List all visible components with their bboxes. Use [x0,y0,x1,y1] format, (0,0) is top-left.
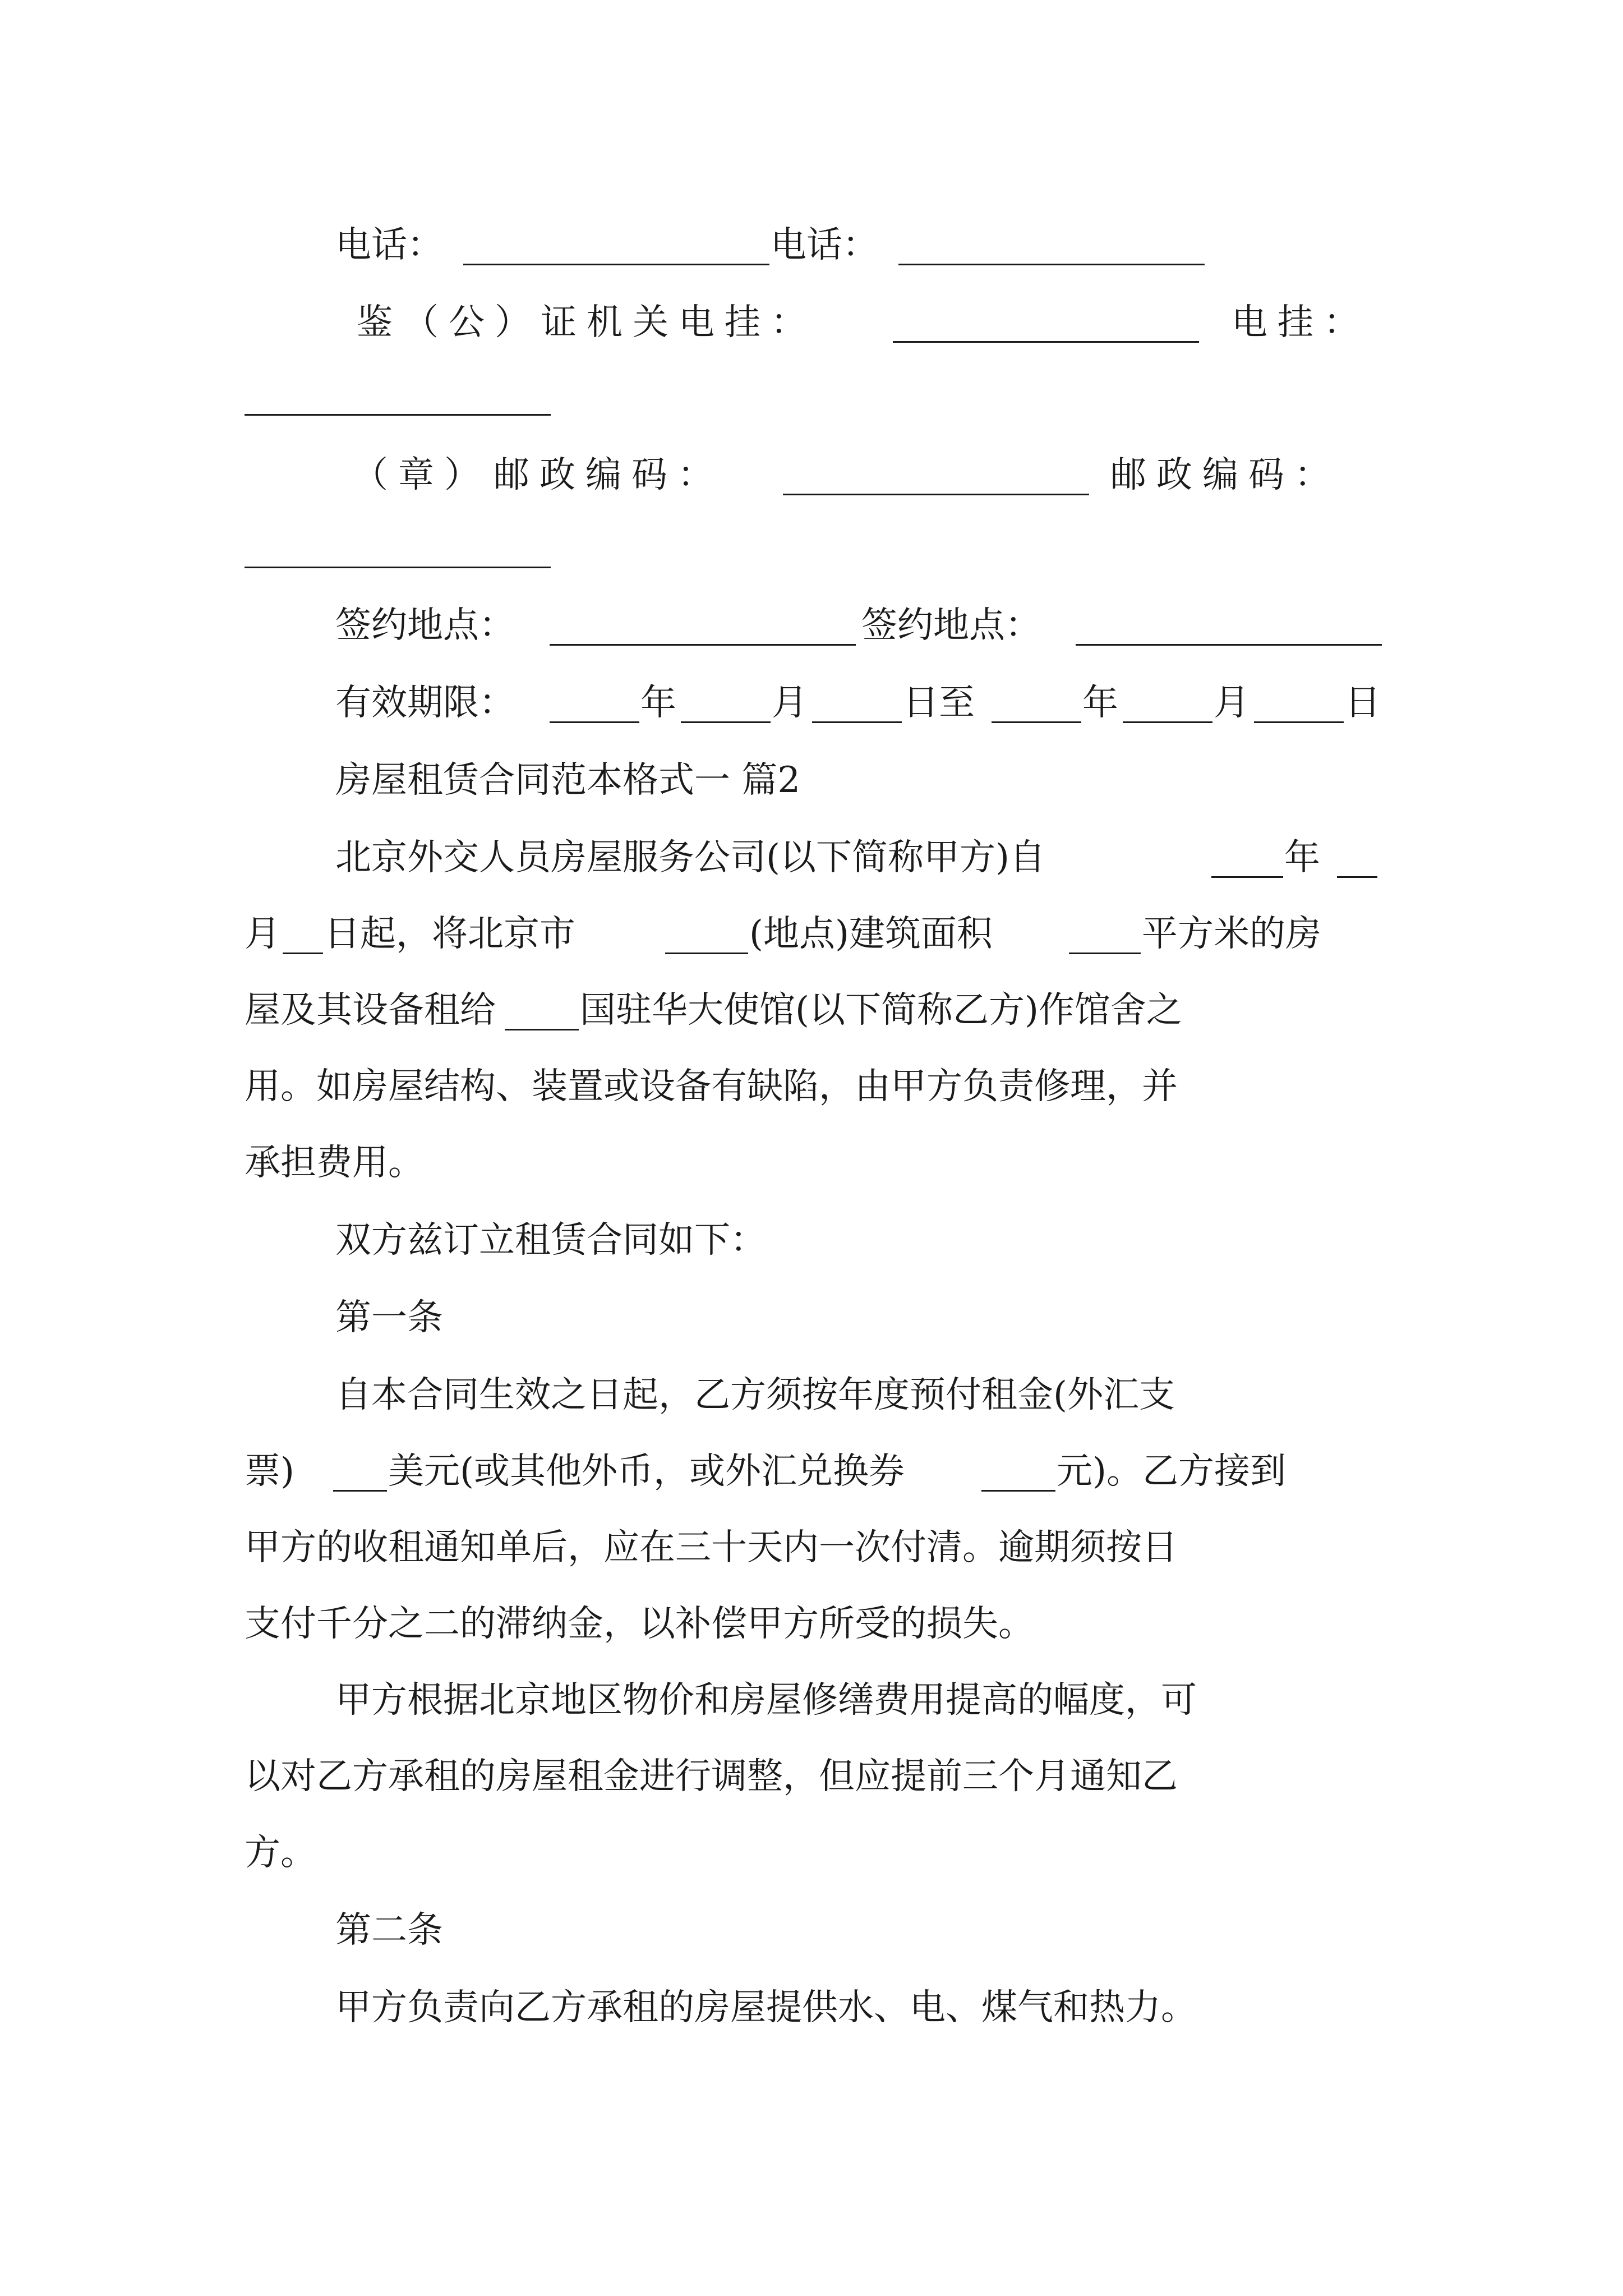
seal-label: （章） [352,454,490,496]
article-1-text-2a: 票) [245,1451,294,1492]
article-1-line-3 [0,1517,1623,1579]
notary-cable-blank [893,304,1199,343]
intro-line-2 [0,903,1623,965]
article-1-line-4 [0,1593,1623,1655]
postcode-blank-party-b [245,530,551,568]
notary-cable-label: 鉴（公）证机关电挂： [357,302,817,343]
intro-text-5: 承担费用。 [245,1142,424,1184]
article-1-line-7 [0,1822,1623,1884]
article-1-fec-blank [981,1453,1055,1492]
phone-blank-party-a [463,227,769,265]
validity-label: 有效期限： [335,682,515,724]
end-year-text: 年 [1082,682,1118,724]
article-1-text-1: 自本合同生效之日起，乙方须按年度预付租金(外汇支 [335,1374,1175,1416]
intro-text-2d: 平方米的房 [1142,913,1321,955]
intro-text-1a: 北京外交人员房屋服务公司(以下简称甲方)自 [335,837,1045,878]
phone-label-party-b: 电话： [771,224,878,266]
start-day-to-text: 日至 [903,682,975,724]
postcode-label-party-b: 邮政编码： [1110,454,1340,496]
start-month-text: 月 [772,682,808,724]
intro-location-blank [665,915,748,954]
place-label-party-b: 签约地点： [861,605,1041,646]
start-day-blank [812,684,902,723]
article-2-title-text: 第二条 [335,1910,443,1951]
section-heading-text: 房屋租赁合同范本格式一 篇2 [335,760,801,801]
article-1-text-6: 以对乙方承租的房屋租金进行调整，但应提前三个月通知乙 [245,1756,1178,1797]
start-month-blank [681,684,771,723]
validity-line [0,672,1623,734]
article-1-text-7: 方。 [245,1832,316,1874]
place-blank-party-a [550,607,856,646]
agreement-line [0,1209,1623,1271]
intro-year-blank [1211,839,1283,878]
article-1-text-2c: 元)。乙方接到 [1057,1451,1286,1492]
article-1-text-4: 支付千分之二的滞纳金，以补偿甲方所受的损失。 [245,1603,1034,1645]
end-day-text: 日 [1345,682,1381,724]
postcode-line [0,444,1623,506]
article-2-text-1: 甲方负责向乙方承租的房屋提供水、电、煤气和热力。 [335,1987,1197,2028]
section-heading [0,749,1623,811]
notary-cable-line [0,292,1623,353]
intro-text-2c: (地点)建筑面积 [749,913,993,955]
signing-place-line [0,595,1623,656]
cable-blank-party-b [245,377,551,416]
article-1-text-3: 甲方的收租通知单后，应在三十天内一次付清。逾期须按日 [245,1527,1178,1568]
end-year-blank [992,684,1081,723]
article-1-line-2 [0,1441,1623,1502]
article-1-text-2b: 美元(或其他外币，或外汇兑换券 [388,1451,905,1492]
intro-line-3 [0,979,1623,1041]
intro-text-4: 用。如房屋结构、装置或设备有缺陷，由甲方负责修理，并 [245,1066,1178,1107]
phone-line [0,214,1623,276]
article-1-text-5: 甲方根据北京地区物价和房屋修缮费用提高的幅度，可 [335,1680,1197,1721]
intro-text-1b: 年 [1284,837,1320,878]
intro-line-1 [0,827,1623,889]
article-1-title-text: 第一条 [335,1297,443,1338]
intro-day-blank [283,915,323,954]
place-label-party-a: 签约地点： [335,605,515,646]
intro-text-3a: 屋及其设备租给 [245,990,496,1031]
intro-month-blank [1337,839,1377,878]
phone-label-party-a: 电话： [335,224,443,266]
agreement-text: 双方兹订立租赁合同如下： [335,1220,766,1261]
start-year-blank [550,684,639,723]
article-1-line-1 [0,1364,1623,1426]
start-year-text: 年 [640,682,676,724]
end-day-blank [1254,684,1344,723]
intro-line-4 [0,1056,1623,1117]
article-1-line-6 [0,1746,1623,1807]
phone-blank-party-b [898,227,1205,265]
intro-text-2b: 日起，将北京市 [324,913,575,955]
end-month-text: 月 [1214,682,1249,724]
place-blank-party-b [1076,607,1382,646]
intro-area-blank [1069,915,1141,954]
article-2-title [0,1899,1623,1961]
article-1-title [0,1287,1623,1349]
intro-text-2a: 月 [245,913,280,955]
postcode-label-party-a: 邮政编码： [494,454,723,496]
postcode-blank-party-a [783,457,1089,495]
article-1-line-5 [0,1669,1623,1731]
article-2-line-1 [0,1977,1623,2039]
intro-line-5 [0,1132,1623,1194]
cable-label-party-b: 电挂： [1232,302,1370,343]
intro-country-blank [505,992,579,1030]
article-1-usd-blank [333,1453,387,1492]
intro-text-3b: 国驻华大使馆(以下简称乙方)作馆舍之 [580,990,1182,1031]
end-month-blank [1123,684,1212,723]
